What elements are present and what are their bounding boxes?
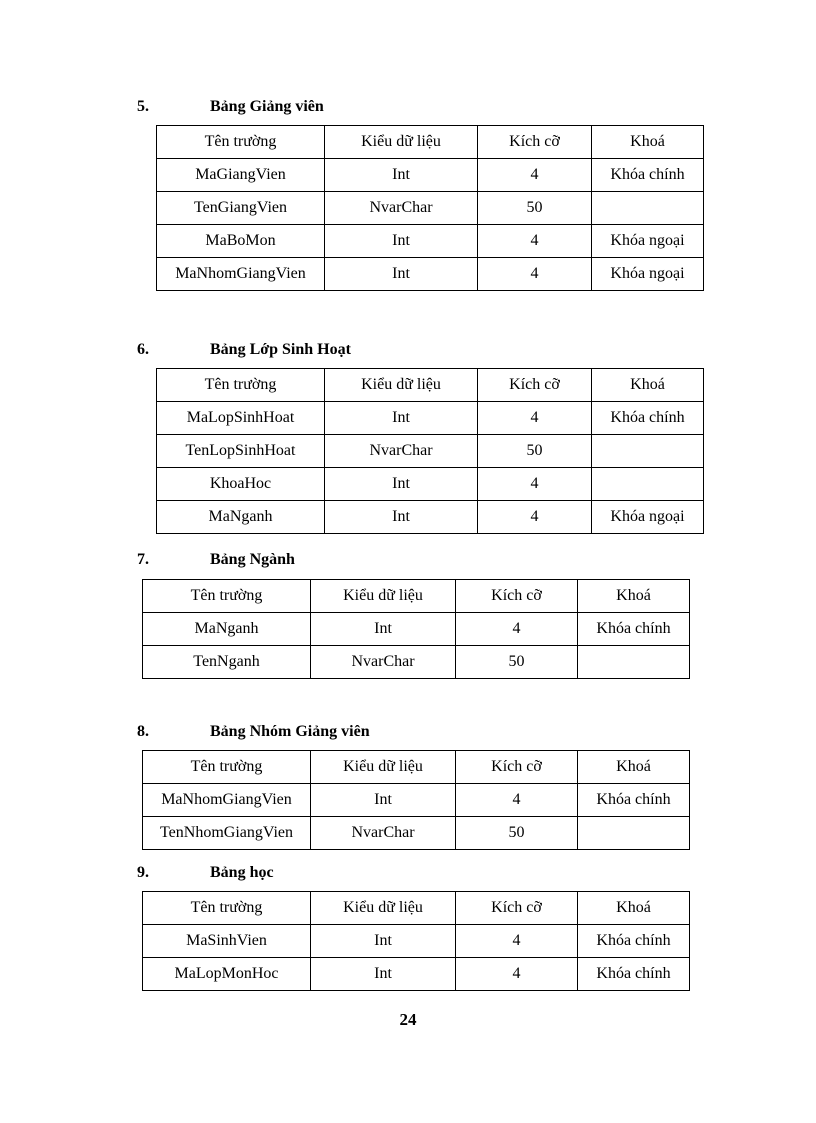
table-cell: 4 <box>456 784 578 817</box>
table-cell <box>592 192 704 225</box>
section-number: 6. <box>137 341 149 358</box>
table-row <box>157 501 704 534</box>
table-cell: Int <box>325 501 478 534</box>
table-row <box>157 192 704 225</box>
section-title: Bảng Ngành <box>210 551 295 568</box>
table-cell: Khóa chính <box>578 925 690 958</box>
table-header-row <box>157 126 704 159</box>
table-cell: Int <box>311 925 456 958</box>
table-row <box>143 784 690 817</box>
page-number: 24 <box>399 1010 417 1029</box>
table-row <box>143 817 690 850</box>
header-cell: Kích cỡ <box>456 892 578 925</box>
section-number: 7. <box>137 551 149 568</box>
table-nhom-giang-vien <box>142 750 690 850</box>
table-cell: MaGiangVien <box>157 159 325 192</box>
table-row <box>143 925 690 958</box>
table-cell: 50 <box>456 817 578 850</box>
table-cell: Int <box>325 258 478 291</box>
table-cell: NvarChar <box>311 646 456 679</box>
section-number: 5. <box>137 98 149 115</box>
table-cell: MaLopMonHoc <box>143 958 311 991</box>
table-cell: MaNhomGiangVien <box>143 784 311 817</box>
table-cell: Int <box>325 402 478 435</box>
table-cell: Int <box>311 784 456 817</box>
table-cell: 50 <box>456 646 578 679</box>
header-cell: Tên trường <box>143 580 311 613</box>
table-row <box>157 225 704 258</box>
table-cell: NvarChar <box>325 192 478 225</box>
table-cell: TenGiangVien <box>157 192 325 225</box>
table-cell: MaNganh <box>143 613 311 646</box>
section-title: Bảng Giảng viên <box>210 98 324 115</box>
table-cell: Khóa ngoại <box>592 258 704 291</box>
table-cell: Khóa chính <box>578 784 690 817</box>
table-cell: MaSinhVien <box>143 925 311 958</box>
table-row <box>143 613 690 646</box>
table-row <box>143 958 690 991</box>
header-cell: Kiểu dữ liệu <box>325 126 478 159</box>
header-cell: Khoá <box>592 126 704 159</box>
table-header-row <box>143 580 690 613</box>
table-cell: Khóa chính <box>592 159 704 192</box>
table-lop-sinh-hoat <box>156 368 704 534</box>
table-cell: 4 <box>456 958 578 991</box>
header-cell: Khoá <box>592 369 704 402</box>
table-cell: KhoaHoc <box>157 468 325 501</box>
table-row <box>143 646 690 679</box>
table-cell <box>592 435 704 468</box>
header-cell: Kiểu dữ liệu <box>311 892 456 925</box>
header-cell: Kiểu dữ liệu <box>325 369 478 402</box>
header-cell: Tên trường <box>143 751 311 784</box>
header-cell: Tên trường <box>143 892 311 925</box>
table-row <box>157 468 704 501</box>
section-title: Bảng Lớp Sinh Hoạt <box>210 341 351 358</box>
table-cell: 4 <box>478 402 592 435</box>
table-cell: 4 <box>456 925 578 958</box>
header-cell: Kiểu dữ liệu <box>311 751 456 784</box>
table-row <box>157 258 704 291</box>
table-cell: Int <box>311 613 456 646</box>
header-cell: Tên trường <box>157 369 325 402</box>
header-cell: Kích cỡ <box>478 126 592 159</box>
table-nganh <box>142 579 690 679</box>
header-cell: Khoá <box>578 580 690 613</box>
section-number: 8. <box>137 723 149 740</box>
table-cell: Int <box>325 468 478 501</box>
header-cell: Khoá <box>578 892 690 925</box>
table-cell: NvarChar <box>311 817 456 850</box>
header-cell: Khoá <box>578 751 690 784</box>
table-cell: Khóa chính <box>578 613 690 646</box>
header-cell: Tên trường <box>157 126 325 159</box>
header-cell: Kích cỡ <box>478 369 592 402</box>
section-title: Bảng học <box>210 864 274 881</box>
table-cell: Khóa ngoại <box>592 225 704 258</box>
table-cell: 4 <box>478 468 592 501</box>
table-cell <box>578 646 690 679</box>
table-row <box>157 159 704 192</box>
table-cell <box>578 817 690 850</box>
table-header-row <box>157 369 704 402</box>
table-cell: 4 <box>478 225 592 258</box>
header-cell: Kích cỡ <box>456 751 578 784</box>
section-title: Bảng Nhóm Giảng viên <box>210 723 370 740</box>
table-cell: Int <box>311 958 456 991</box>
table-cell: TenNhomGiangVien <box>143 817 311 850</box>
table-row <box>157 402 704 435</box>
table-cell: 4 <box>478 501 592 534</box>
table-cell: 4 <box>478 159 592 192</box>
table-cell: MaLopSinhHoat <box>157 402 325 435</box>
table-cell <box>592 468 704 501</box>
table-giang-vien <box>156 125 704 291</box>
table-cell: Khóa chính <box>592 402 704 435</box>
header-cell: Kiểu dữ liệu <box>311 580 456 613</box>
table-header-row <box>143 892 690 925</box>
table-cell: Int <box>325 225 478 258</box>
table-cell: 4 <box>456 613 578 646</box>
section-number: 9. <box>137 864 149 881</box>
table-cell: 4 <box>478 258 592 291</box>
table-cell: 50 <box>478 435 592 468</box>
table-hoc <box>142 891 690 991</box>
table-cell: Khóa ngoại <box>592 501 704 534</box>
table-cell: Int <box>325 159 478 192</box>
table-cell: TenLopSinhHoat <box>157 435 325 468</box>
table-cell: 50 <box>478 192 592 225</box>
table-cell: MaNhomGiangVien <box>157 258 325 291</box>
table-cell: MaNganh <box>157 501 325 534</box>
table-header-row <box>143 751 690 784</box>
header-cell: Kích cỡ <box>456 580 578 613</box>
table-cell: TenNganh <box>143 646 311 679</box>
table-cell: Khóa chính <box>578 958 690 991</box>
table-cell: MaBoMon <box>157 225 325 258</box>
table-row <box>157 435 704 468</box>
table-cell: NvarChar <box>325 435 478 468</box>
